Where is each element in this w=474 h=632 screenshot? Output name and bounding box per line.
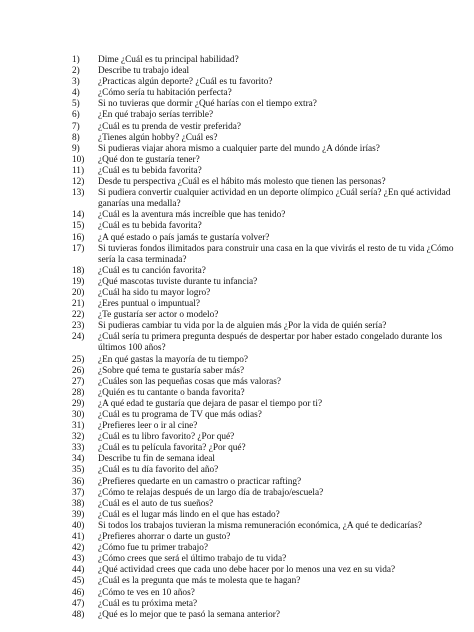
- list-item: [72, 532, 458, 543]
- question-text: ¿Quién es tu cantante o banda favorita?: [98, 387, 245, 398]
- question-number: 28): [72, 387, 85, 398]
- question-number: 16): [72, 232, 85, 243]
- list-item: [72, 377, 458, 388]
- question-text: ¿Cuál es tu prenda de vestir preferida?: [98, 121, 242, 132]
- question-text: ¿Cuál es tu libro favorito? ¿Por qué?: [98, 432, 235, 443]
- list-item: [72, 233, 458, 244]
- question-number: 47): [72, 598, 85, 609]
- question-number: 23): [72, 321, 85, 332]
- question-number: 29): [72, 398, 85, 409]
- question-text: ¿Qué actividad crees que cada uno debe hacer por lo menos una vez en su vida?: [98, 565, 396, 576]
- question-text: ¿Qué mascotas tuviste durante tu infancia?: [98, 276, 258, 287]
- question-number: 35): [72, 465, 85, 476]
- list-item: [72, 610, 458, 621]
- question-number: 3): [72, 77, 80, 88]
- list-item: [72, 477, 458, 488]
- list-item: [72, 221, 458, 232]
- list-item: [72, 210, 458, 221]
- list-item: [72, 432, 458, 443]
- question-number: 36): [72, 476, 85, 487]
- question-text: Dime ¿Cuál es tu principal habilidad?: [98, 55, 239, 65]
- question-number: 22): [72, 310, 85, 321]
- question-text: ¿Eres puntual o impuntual?: [98, 299, 200, 310]
- list-item: [72, 332, 458, 354]
- question-text: Si pudiera convertir cualquier actividad en un deporte olímpico ¿Cuál sería? ¿En qué actividad ganarías una medalla?: [98, 188, 451, 210]
- question-number: 21): [72, 299, 85, 310]
- question-text: ¿Te gustaría ser actor o modelo?: [98, 310, 219, 321]
- list-item: [72, 266, 458, 277]
- list-item: [72, 288, 458, 299]
- list-item: [72, 543, 458, 554]
- question-number: 13): [72, 188, 85, 199]
- question-text: ¿Cuál es tu día favorito del año?: [98, 465, 219, 476]
- list-item: [72, 144, 458, 155]
- list-item: [72, 443, 458, 454]
- question-text: Si tuvieras fondos ilimitados para construir una casa en la que vivirás el resto de tu vida ¿Cómo sería la casa terminada?: [98, 243, 454, 265]
- question-text: ¿Prefieres quedarte en un camastro o practicar rafting?: [98, 476, 302, 487]
- question-number: 12): [72, 177, 85, 188]
- question-text: ¿Sobre qué tema te gustaría saber más?: [98, 365, 245, 376]
- question-number: 39): [72, 509, 85, 520]
- list-item: [72, 454, 458, 465]
- question-number: 5): [72, 99, 80, 110]
- list-item: [72, 55, 458, 66]
- question-text: ¿Practicas algún deporte? ¿Cuál es tu favorito?: [98, 77, 273, 88]
- question-text: ¿Prefieres ahorrar o darte un gusto?: [98, 532, 231, 543]
- question-number: 46): [72, 587, 85, 598]
- list-item: [72, 122, 458, 133]
- question-number: 31): [72, 421, 85, 432]
- question-text: ¿Cuál es tu película favorita? ¿Por qué?: [98, 443, 246, 454]
- question-number: 9): [72, 143, 80, 154]
- question-text: ¿Cómo sería tu habitación perfecta?: [98, 88, 232, 99]
- question-text: Si pudieras viajar ahora mismo a cualquier parte del mundo ¿A dónde irías?: [98, 143, 380, 154]
- list-item: [72, 588, 458, 599]
- question-text: ¿Cuáles son las pequeñas cosas que más valoras?: [98, 376, 282, 387]
- question-number: 20): [72, 287, 85, 298]
- question-number: 19): [72, 276, 85, 287]
- question-text: ¿Qué don te gustaría tener?: [98, 154, 200, 165]
- question-text: Si pudieras cambiar tu vida por la de alguien más ¿Por la vida de quién sería?: [98, 321, 387, 332]
- question-number: 7): [72, 121, 80, 132]
- list-item: [72, 521, 458, 532]
- list-item: [72, 88, 458, 99]
- question-number: 26): [72, 365, 85, 376]
- question-number: 40): [72, 520, 85, 531]
- question-number: 1): [72, 55, 80, 65]
- list-item: [72, 66, 458, 77]
- question-number: 4): [72, 88, 80, 99]
- list-item: [72, 510, 458, 521]
- question-text: ¿Cómo crees que será el último trabajo de tu vida?: [98, 554, 287, 565]
- question-text: ¿Cuál es tu próxima meta?: [98, 598, 198, 609]
- question-number: 38): [72, 498, 85, 509]
- list-item: [72, 399, 458, 410]
- list-item: [72, 166, 458, 177]
- list-item: [72, 99, 458, 110]
- question-number: 27): [72, 376, 85, 387]
- question-text: ¿Cuál es tu bebida favorita?: [98, 221, 202, 232]
- list-item: [72, 355, 458, 366]
- question-number: 32): [72, 432, 85, 443]
- list-item: [72, 321, 458, 332]
- question-number: 33): [72, 443, 85, 454]
- list-item: [72, 465, 458, 476]
- question-number: 34): [72, 454, 85, 465]
- question-number: 2): [72, 66, 80, 77]
- question-text: ¿A qué edad te gustaría que dejara de pasar el tiempo por ti?: [98, 398, 323, 409]
- list-item: [72, 410, 458, 421]
- list-item: [72, 310, 458, 321]
- question-text: ¿Cómo te relajas después de un largo día de trabajo/escuela?: [98, 487, 324, 498]
- question-number: 44): [72, 565, 85, 576]
- question-text: ¿Cómo fue tu primer trabajo?: [98, 543, 208, 554]
- question-number: 48): [72, 609, 85, 620]
- question-number: 17): [72, 243, 85, 254]
- question-number: 43): [72, 554, 85, 565]
- question-number: 42): [72, 543, 85, 554]
- list-item: [72, 488, 458, 499]
- question-text: ¿Tienes algún hobby? ¿Cuál es?: [98, 132, 218, 143]
- list-item: [72, 388, 458, 399]
- question-text: ¿Qué es lo mejor que te pasó la semana anterior?: [98, 609, 280, 620]
- question-text: Desde tu perspectiva ¿Cuál es el hábito más molesto que tienen las personas?: [98, 177, 386, 188]
- question-text: ¿Cuál es el lugar más lindo en el que has estado?: [98, 509, 280, 520]
- question-text: ¿Cuál es tu canción favorita?: [98, 265, 206, 276]
- question-number: 45): [72, 576, 85, 587]
- question-text: ¿Cuál ha sido tu mayor logro?: [98, 287, 211, 298]
- list-item: [72, 599, 458, 610]
- question-text: ¿Cuál es la pregunta que más te molesta que te hagan?: [98, 576, 301, 587]
- question-text: ¿Prefieres leer o ir al cine?: [98, 421, 198, 432]
- list-item: [72, 299, 458, 310]
- list-item: [72, 155, 458, 166]
- question-number: 8): [72, 132, 80, 143]
- question-text: ¿A qué estado o país jamás te gustaría volver?: [98, 232, 270, 243]
- question-number: 41): [72, 532, 85, 543]
- question-text: ¿Cómo te ves en 10 años?: [98, 587, 195, 598]
- list-item: [72, 366, 458, 377]
- question-text: ¿Cuál sería tu primera pregunta después de despertar por haber estado congelado durante los últimos 100 años?: [98, 332, 443, 354]
- question-number: 37): [72, 487, 85, 498]
- list-item: [72, 244, 458, 266]
- question-text: ¿Cuál es tu programa de TV que más odias?: [98, 410, 262, 420]
- list-item: [72, 421, 458, 432]
- question-text: Describe tu trabajo ideal: [98, 66, 190, 77]
- list-item: [72, 554, 458, 565]
- question-list: [72, 55, 458, 621]
- question-text: ¿En qué gastas la mayoría de tu tiempo?: [98, 354, 248, 365]
- question-number: 6): [72, 110, 80, 121]
- question-number: 25): [72, 354, 85, 365]
- question-number: 24): [72, 332, 85, 343]
- question-number: 11): [72, 165, 85, 176]
- question-number: 30): [72, 410, 85, 420]
- list-item: [72, 576, 458, 587]
- question-text: ¿Cuál es el auto de tus sueños?: [98, 498, 214, 509]
- question-text: Describe tu fin de semana ideal: [98, 454, 215, 465]
- question-text: Si todos los trabajos tuvieran la misma remuneración económica, ¿A qué te dedicarías?: [98, 520, 422, 531]
- question-number: 18): [72, 265, 85, 276]
- list-item: [72, 188, 458, 210]
- question-text: ¿En qué trabajo serías terrible?: [98, 110, 214, 121]
- list-item: [72, 133, 458, 144]
- list-item: [72, 110, 458, 121]
- question-number: 15): [72, 221, 85, 232]
- list-item: [72, 565, 458, 576]
- question-text: ¿Cuál es la aventura más increíble que has tenido?: [98, 210, 286, 221]
- question-text: ¿Cuál es tu bebida favorita?: [98, 165, 202, 176]
- list-item: [72, 177, 458, 188]
- list-item: [72, 499, 458, 510]
- list-item: [72, 77, 458, 88]
- question-text: Si no tuvieras que dormir ¿Qué harías con el tiempo extra?: [98, 99, 317, 110]
- question-number: 10): [72, 154, 85, 165]
- list-item: [72, 277, 458, 288]
- question-number: 14): [72, 210, 85, 221]
